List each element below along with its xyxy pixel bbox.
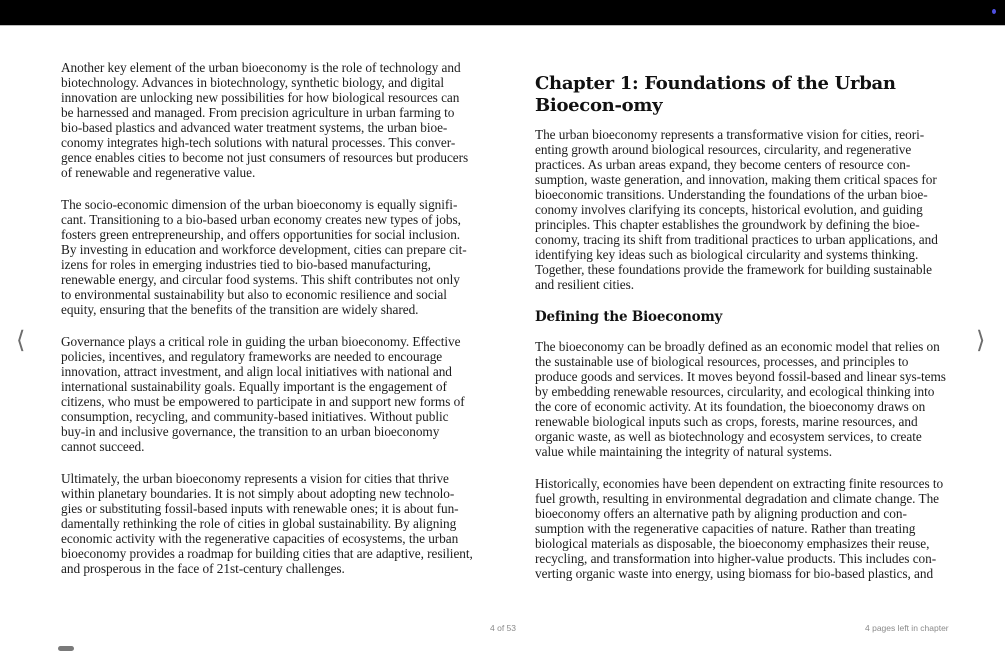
paragraph: Governance plays a critical role in guiding the urban bioeconomy. Effective policies, incentives, and regulatory frameworks are needed to encourage innovation, attract investment, and align local initiatives with national and international sustainability goals. Equally important is the engagement of citizens, who must be empowered to participate in and support new forms of consumption, recycling, and community-based initiatives. Without public buy-in and inclusive governance, the transition to an urban bioeconomy cannot succeed. [61, 334, 465, 454]
left-page [61, 60, 473, 593]
chapter-title: Chapter 1: Foundations of the Urban Bioecon-omy [535, 73, 896, 116]
top-bar [0, 0, 1005, 26]
paragraph: The bioeconomy can be broadly defined as an economic model that relies on the sustainable use of biological resources, processes, and principles to produce goods and services. It moves beyond fossil-based and linear sys-tems by embedding renewable resources, circularity, and ecological thinking into the core of economic activity. At its foundation, the bioeconomy draws on renewable biological inputs such as crops, forests, marine resources, and organic waste, as well as biotechnology and ecosystem services, to create value while maintaining the integrity of natural systems. [535, 339, 946, 459]
chevron-left-icon: ⟨ [16, 326, 26, 354]
scroll-handle[interactable] [58, 646, 74, 651]
next-page-button[interactable] [976, 326, 985, 354]
paragraph: Another key element of the urban bioeconomy is the role of technology and biotechnology. Advances in biotechnology, synthetic biology, and digital innovation are unlocking new possibilities for how biological resources can be harnessed and managed. From precision agriculture in urban farming to bio-based plastics and advanced water treatment systems, the urban bioe-conomy integrates high-tech solutions with natural processes. This conver-gence enables cities to become not just consumers of resources but producers of renewable and regenerative value. [61, 60, 469, 180]
right-page [535, 73, 947, 598]
paragraph: Historically, economies have been dependent on extracting finite resources to fuel growth, resulting in environmental degradation and climate change. The bioeconomy offers an alternative path by aligning production and con-sumption with the regenerative capacities of nature. Rather than treating biological materials as disposable, the bioeconomy emphasizes their reuse, recycling, and transformation into higher-value products. This includes con-verting organic waste into energy, using biomass for bio-based plastics, and [535, 476, 944, 581]
intro-paragraph: The urban bioeconomy represents a transformative vision for cities, reori-enting growth around biological resources, circularity, and regenerative practices. As urban areas expand, they become centers of resource con-sumption, waste generation, and innovation, making them critical spaces for bioeconomic transitions. Understanding the foundations of the urban bioe-conomy involves clarifying its concepts, historical evolution, and guiding principles. This chapter establishes the groundwork by defining the bioe-conomy, tracing its shift from traditional practices to urban applications, and identifying key ideas such as biological circularity and systems thinking. Together, these foundations provide the framework for building sustainable and resilient cities. [535, 127, 938, 292]
chevron-right-icon: ⟩ [976, 326, 986, 354]
camera-indicator-icon [992, 9, 996, 14]
previous-page-button[interactable] [16, 326, 25, 354]
section-title: Defining the Bioeconomy [535, 309, 723, 325]
pages-left-in-chapter: 4 pages left in chapter [865, 623, 949, 633]
page-counter: 4 of 53 [490, 623, 516, 633]
paragraph: The socio-economic dimension of the urban bioeconomy is equally signifi-cant. Transitioning to a bio-based urban economy creates new types of jobs, fosters green entrepreneurship, and offers opportunities for social inclusion. By investing in education and workforce development, cities can prepare cit-izens for roles in emerging industries tied to bio-based manufacturing, renewable energy, and circular food systems. This shift contributes not only to environmental sustainability but also to economic resilience and social equity, ensuring that the benefits of the transition are widely shared. [61, 197, 467, 317]
paragraph: Ultimately, the urban bioeconomy represents a vision for cities that thrive within planetary boundaries. It is not simply about adopting new technolo-gies or substituting fossil-based inputs with renewable ones; it is about fun-damentally rethinking the role of cities in global sustainability. By aligning economic activity with the regenerative capacities of ecosystems, the urban bioeconomy provides a roadmap for building cities that are adaptive, resilient, and prosperous in the face of 21st-century challenges. [61, 471, 473, 576]
